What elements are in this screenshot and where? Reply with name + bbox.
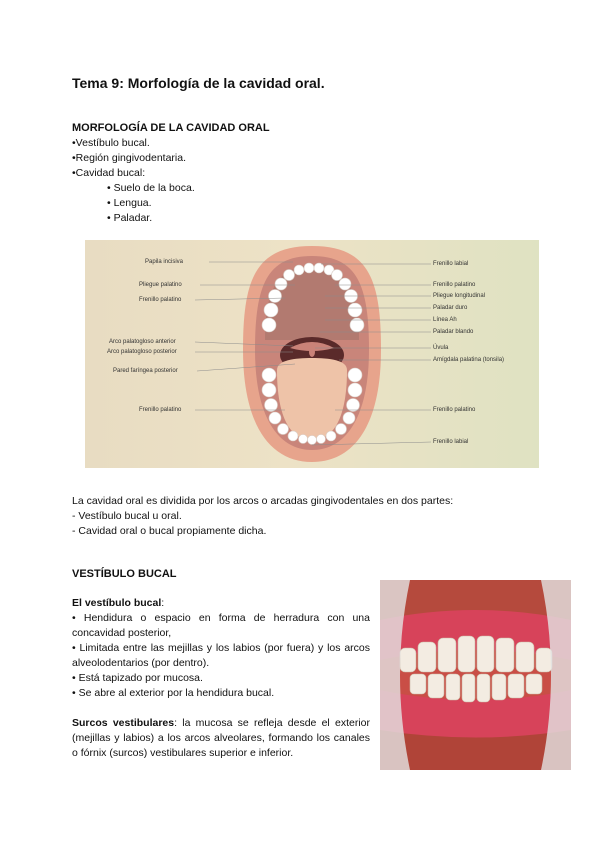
section-heading: VESTÍBULO BUCAL <box>72 568 177 580</box>
figure-label: Frenillo labial <box>433 261 469 267</box>
figure-label: Frenillo palatino <box>139 407 182 413</box>
figure-label: Frenillo palatino <box>433 282 476 288</box>
list-item: - Cavidad oral o bucal propiamente dicha. <box>72 525 267 537</box>
section-heading: MORFOLOGÍA DE LA CAVIDAD ORAL <box>72 122 270 134</box>
oral-cavity-figure <box>85 240 539 468</box>
list-item: •Vestíbulo bucal. <box>72 137 150 149</box>
figure-label: Paladar blando <box>433 329 474 335</box>
list-item: - Vestíbulo bucal u oral. <box>72 510 182 522</box>
figure-label: Arco palatogloso anterior <box>109 339 176 345</box>
figure-label: Pared faríngea posterior <box>113 368 178 374</box>
figure-label: Frenillo palatino <box>139 297 182 303</box>
sub-list-item: • Lengua. <box>107 197 152 209</box>
surcos-bold: Surcos vestibulares <box>72 717 175 729</box>
intro-text: La cavidad oral es dividida por los arcos o arcadas gingivodentales en dos partes: <box>72 495 454 507</box>
bullet-item: • Limitada entre las mejillas y los labios (por fuera) y los arcos alveolodentarios (por dentro). <box>72 642 370 669</box>
figure-label: Papila incisiva <box>145 259 184 265</box>
subheading-bold: El vestíbulo bucal <box>72 597 162 609</box>
figure-label: Pliegue longitudinal <box>433 293 486 299</box>
bullet-item: • Está tapizado por mucosa. <box>72 672 203 684</box>
figure-label: Amígdala palatina (tonsila) <box>433 357 505 363</box>
section-morfologia <box>72 122 270 226</box>
vestibulo-text <box>72 596 370 761</box>
list-item: •Cavidad bucal: <box>72 167 146 179</box>
bullet-item: • Se abre al exterior por la hendidura bucal. <box>72 687 275 699</box>
mouth-photo-illustration <box>380 580 571 770</box>
figure-label: Línea Ah <box>433 317 457 323</box>
figure-label: Paladar duro <box>433 305 468 311</box>
vestibule-photo <box>380 580 571 770</box>
figure-label: Frenillo palatino <box>433 407 476 413</box>
page-title: Tema 9: Morfología de la cavidad oral. <box>72 75 325 91</box>
intro-block <box>72 494 532 539</box>
surcos-paragraph <box>72 716 370 761</box>
subheading-colon: : <box>161 597 165 609</box>
figure-label: Frenillo labial <box>433 439 469 445</box>
bullet-item: • Hendidura o espacio en forma de herradura con una concavidad posterior, <box>72 612 370 639</box>
surcos-text: : la mucosa se refleja desde el exterior (mejillas y labios) a los arcos alveolares, formando los canales o fórnix (surcos) vestibulares superior e inferior. <box>72 717 370 759</box>
sub-list-item: • Suelo de la boca. <box>107 182 195 194</box>
figure-label: Úvula <box>433 345 449 351</box>
figure-label: Arco palatogloso posterior <box>107 349 177 355</box>
figure-label: Pliegue palatino <box>139 282 182 288</box>
subheading <box>72 596 370 611</box>
list-item: •Región gingivodentaria. <box>72 152 187 164</box>
sub-list-item: • Paladar. <box>107 212 153 224</box>
